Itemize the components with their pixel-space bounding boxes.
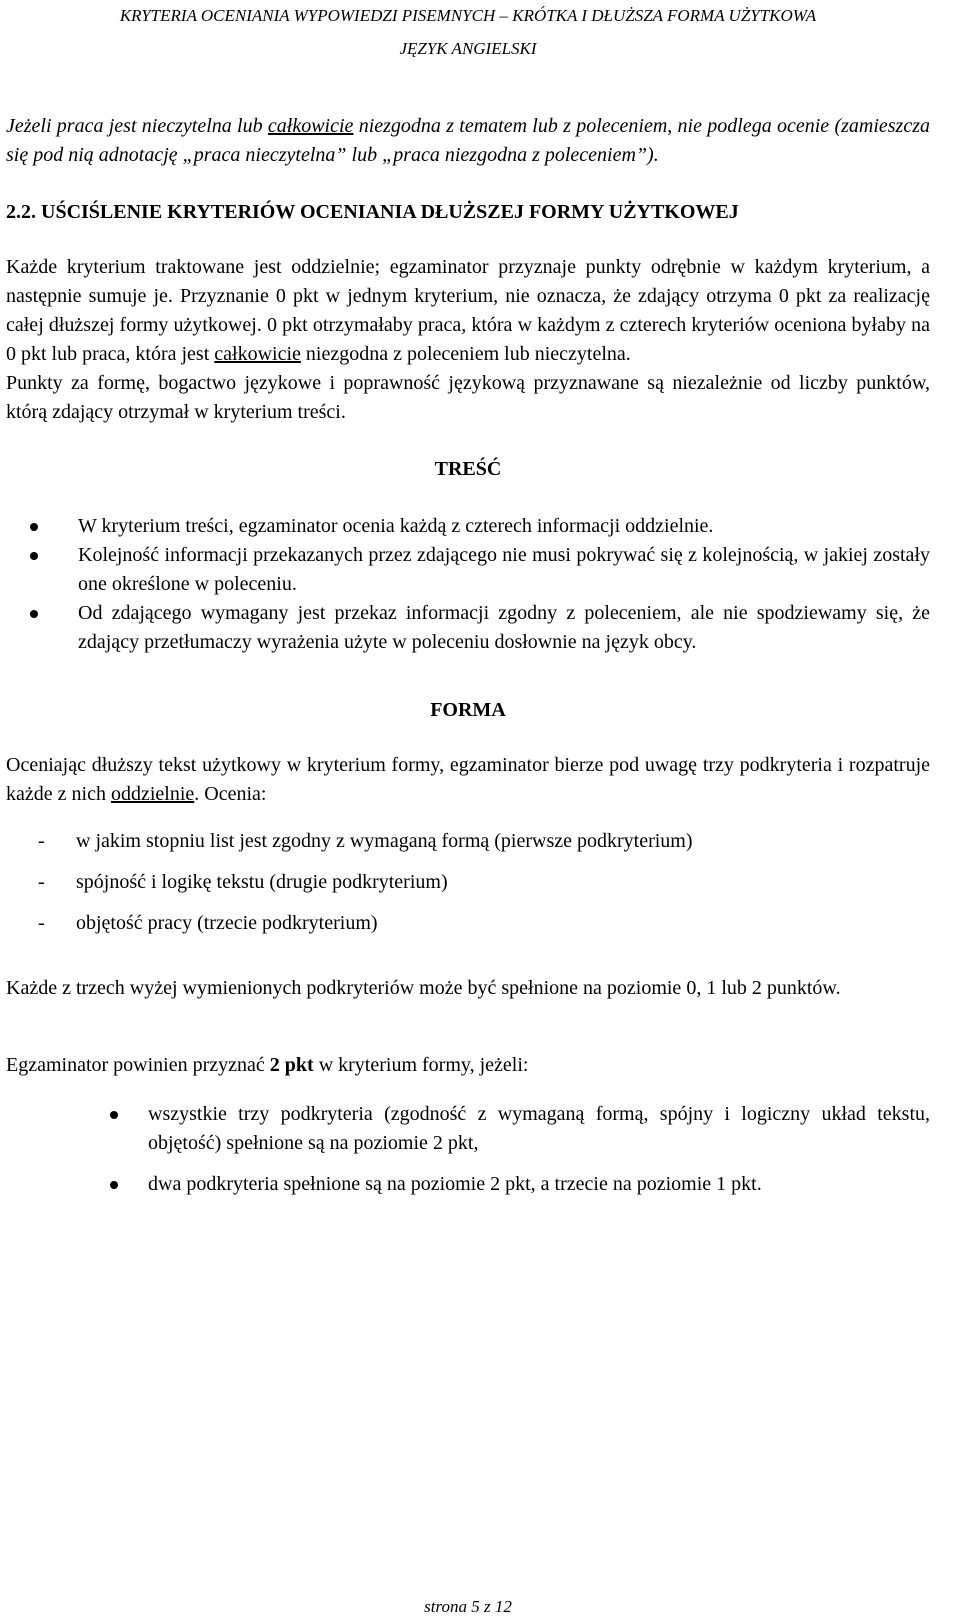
intro-text-2: niezgodna z tematem lub z poleceniem, nie podlega ocenie (zamieszcza się pod nią adnotację „praca nieczytelna” lub „praca niezgodna z poleceniem”). — [6, 115, 930, 166]
list-item-text: dwa podkryteria spełnione są na poziomie 2 pkt, a trzecie na poziomie 1 pkt. — [148, 1173, 762, 1195]
header-subject: JĘZYK ANGIELSKI — [399, 39, 537, 58]
list-item-text: W kryterium treści, egzaminator ocenia każdą z czterech informacji oddzielnie. — [78, 515, 714, 537]
tresc-heading: TREŚĆ — [434, 458, 502, 480]
list-item — [6, 1170, 930, 1199]
list-item-text: wszystkie trzy podkryteria (zgodność z wymaganą formą, spójny i logiczny układ tekstu, objętość) spełnione są na poziomie 2 pkt, — [148, 1103, 930, 1154]
section-p1-underlined: całkowicie — [214, 343, 301, 365]
forma-intro-text-b: . Ocenia: — [194, 783, 267, 805]
list-item — [6, 909, 930, 938]
forma-heading: FORMA — [430, 699, 506, 721]
dash-marker: - — [38, 830, 45, 852]
bullet-icon — [110, 1111, 118, 1119]
forma-two-pkt-paragraph — [6, 1051, 930, 1080]
bullet-icon — [110, 1181, 118, 1189]
intro-text-1: Jeżeli praca jest nieczytelna lub — [6, 115, 268, 137]
section-p1-text-b: niezgodna z poleceniem lub nieczytelna. — [300, 343, 631, 365]
two-pkt-bold: 2 pkt — [269, 1054, 314, 1076]
list-item — [6, 827, 930, 856]
forma-intro-underlined: oddzielnie — [110, 783, 195, 805]
list-item-text: objętość pracy (trzecie podkryterium) — [76, 912, 378, 934]
bullet-icon — [30, 610, 38, 618]
list-item-text: spójność i logikę tekstu (drugie podkryterium) — [76, 871, 448, 893]
section-title: 2.2. UŚCIŚLENIE KRYTERIÓW OCENIANIA DŁUŻSZEJ FORMY UŻYTKOWEJ — [6, 201, 739, 223]
forma-dash-list — [6, 827, 930, 938]
header-title: KRYTERIA OCENIANIA WYPOWIEDZI PISEMNYCH – KRÓTKA I DŁUŻSZA FORMA UŻYTKOWA — [119, 6, 817, 25]
list-item — [6, 868, 930, 897]
document-page — [6, 0, 930, 1616]
section-paragraph-1 — [6, 253, 930, 369]
dash-marker: - — [38, 871, 45, 893]
list-item-text: w jakim stopniu list jest zgodny z wymaganą formą (pierwsze podkryterium) — [76, 830, 693, 852]
list-item — [6, 599, 930, 657]
dash-marker: - — [38, 912, 45, 934]
intro-paragraph — [6, 112, 930, 170]
forma-intro-text-a: Oceniając dłuższy tekst użytkowy w kryterium formy, egzaminator bierze pod uwagę trzy podkryteria i rozpatruje każde z nich — [6, 754, 930, 805]
two-pkt-text-b: w kryterium formy, jeżeli: — [313, 1054, 529, 1076]
list-item — [6, 1100, 930, 1158]
list-item — [6, 541, 930, 599]
list-item — [6, 512, 930, 541]
bullet-icon — [30, 552, 38, 560]
section-paragraph-2: Punkty za formę, bogactwo językowe i poprawność językową przyznawane są niezależnie od liczby punktów, którą zdający otrzymał w kryterium treści. — [6, 372, 930, 423]
forma-two-pkt-list — [6, 1100, 930, 1199]
tresc-bullet-list — [6, 512, 930, 657]
bullet-icon — [30, 523, 38, 531]
page-header — [6, 4, 930, 61]
forma-levels-paragraph: Każde z trzech wyżej wymienionych podkryteriów może być spełnione na poziomie 0, 1 lub 2 punktów. — [6, 977, 841, 999]
list-item-text: Kolejność informacji przekazanych przez zdającego nie musi pokrywać się z kolejnością, w jakiej zostały one określone w poleceniu. — [78, 544, 930, 595]
list-item-text: Od zdającego wymagany jest przekaz informacji zgodny z poleceniem, ale nie spodziewamy się, że zdający przetłumaczy wyrażenia użyte w poleceniu dosłownie na język obcy. — [78, 602, 930, 653]
intro-underlined: całkowicie — [267, 115, 354, 137]
page-footer: strona 5 z 12 — [424, 1597, 512, 1616]
section-p1-text-a: Każde kryterium traktowane jest oddzielnie; egzaminator przyznaje punkty odrębnie w każdym kryterium, a następnie sumuje je. Przyznanie 0 pkt w jednym kryterium, nie oznacza, że zdający otrzyma 0 pkt za realizację całej dłuższej formy użytkowej. 0 pkt otrzymałaby praca, która w każdym z czterech kryteriów oceniona byłaby na 0 pkt lub praca, która jest — [6, 256, 930, 365]
two-pkt-text-a: Egzaminator powinien przyznać — [6, 1054, 270, 1076]
forma-intro — [6, 751, 930, 809]
